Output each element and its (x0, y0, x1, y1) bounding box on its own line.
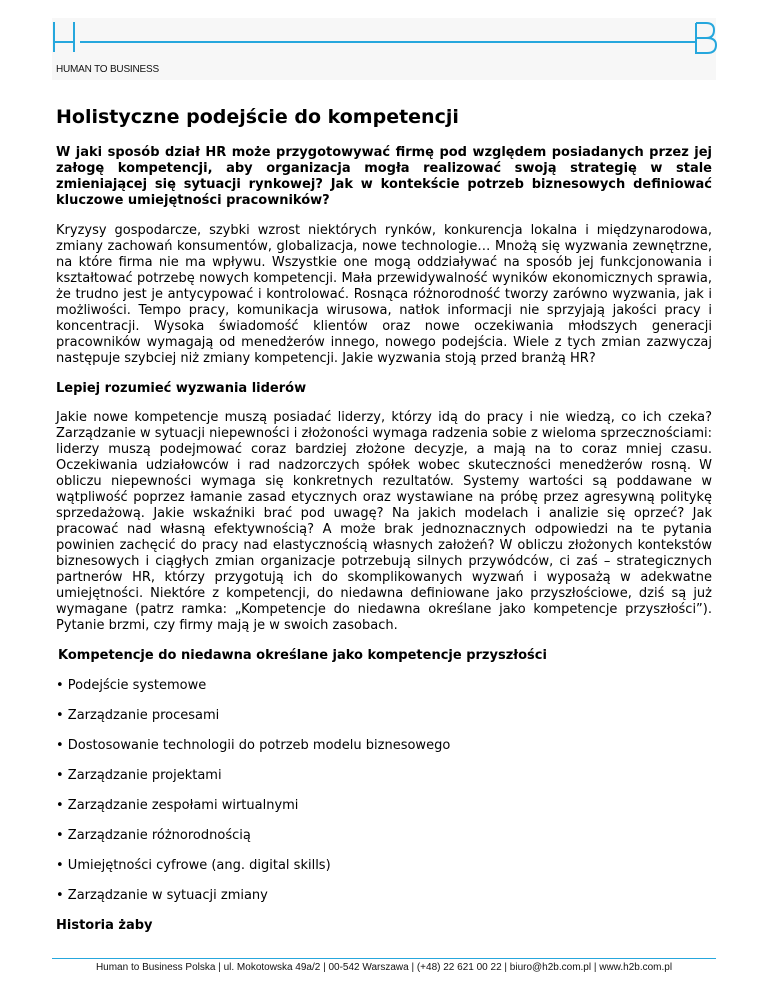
competencies-list (56, 678, 712, 918)
paragraph-2: Jakie nowe kompetencje muszą posiadać liderzy, którzy idą do pracy i nie wiedzą, co ich czeka? Zarządzanie w sytuacji niepewności i złożoności wymaga radzenia sobie z wieloma sprzecznościami: liderzy muszą podejmować coraz bardziej złożone decyzje, a mają na to coraz mniej czasu. Oczekiwania udziałowców i rad nadzorczych spółek wobec skuteczności menedżerów rosną. W obliczu niepewności wymaga się konkretnych rezultatów. Systemy wartości są poddawane w wątpliwość poprzez łamanie zasad etycznych oraz wystawiane na próbę przez agresywną politykę sprzedażową. Jakie wskaźniki brać pod uwagę? Na jakich modelach i analizie się oprzeć? Jak pracować nad własną efektywnością? A może brak jednoznacznych odpowiedzi na te pytania powinien zachęcić do pracy nad elastycznością własnych założeń? W obliczu złożonych kontekstów biznesowych i ciągłych zmian organizacje potrzebują silnych przywódców, ci zaś – strategicznych partnerów HR, którzy przygotują ich do skomplikowanych wyzwań i wyposażą w adekwatne umiejętności. Niektóre z kompetencji, do niedawna definiowane jako przyszłościowe, dziś są już wymagane (patrz ramka: „Kompetencje do niedawna określane jako kompetencje przyszłości”). Pytanie brzmi, czy firmy mają je w swoich zasobach. (56, 410, 712, 633)
list-item: • Podejście systemowe (56, 678, 207, 693)
list-item: • Dostosowanie technologii do potrzeb modelu biznesowego (56, 738, 451, 753)
list-item: • Zarządzanie procesami (56, 708, 220, 723)
brand-tagline: HUMAN TO BUSINESS (56, 64, 159, 75)
logo-connector-line (80, 41, 697, 43)
list-item: • Zarządzanie projektami (56, 768, 222, 783)
subheading-leaders: Lepiej rozumieć wyzwania liderów (56, 381, 307, 396)
list-item: • Zarządzanie zespołami wirtualnymi (56, 798, 299, 813)
footer-divider (52, 958, 716, 959)
subheading-frog-story: Historia żaby (56, 918, 153, 933)
logo-b-mark (694, 22, 718, 54)
list-item: • Umiejętności cyfrowe (ang. digital skills) (56, 858, 331, 873)
footer-contact: Human to Business Polska | ul. Mokotowska 49a/2 | 00-542 Warszawa | (+48) 22 621 00 22 | biuro@h2b.com.pl | www.h2b.com.pl (95, 962, 673, 973)
list-item: • Zarządzanie różnorodnością (56, 828, 251, 843)
competencies-box-title: Kompetencje do niedawna określane jako kompetencje przyszłości (58, 648, 547, 663)
article (56, 104, 712, 934)
paragraph-1: Kryzysy gospodarcze, szybki wzrost niektórych rynków, konkurencja lokalna i międzynarodowa, zmiany zachowań konsumentów, globalizacja, nowe technologie… Mnożą się wyzwania zewnętrzne, na które firma nie ma wpływu. Wszystkie one mogą oddziaływać na sposób jej funkcjonowania i kształtować potrzebę nowych kompetencji. Mała przewidywalność wyników ekonomicznych sprawia, że trudno jest je antycypować i kontrolować. Rosnąca różnorodność tworzy zarówno wyzwania, jak i możliwości. Tempo pracy, komunikacja wirusowa, natłok informacji nie sprzyjają jakości pracy i koncentracji. Wysoka świadomość klientów oraz nowe oczekiwania młodszych generacji pracowników wymagają od menedżerów innego, nowego podejścia. Wiele z tych zmian zazwyczaj następuje szybciej niż zmiany kompetencji. Jakie wyzwania stoją przed branżą HR? (56, 223, 712, 366)
article-title: Holistyczne podejście do kompetencji (56, 106, 459, 128)
logo-h-mark (52, 22, 80, 52)
article-lead: W jaki sposób dział HR może przygotowywać firmę pod względem posiadanych przez jej załogę kompetencji, aby organizacja mogła realizować swoją strategię w stale zmieniającej się sytuacji rynkowej? Jak w kontekście potrzeb biznesowych definiować kluczowe umiejętności pracowników? (56, 145, 712, 208)
list-item: • Zarządzanie w sytuacji zmiany (56, 888, 268, 903)
